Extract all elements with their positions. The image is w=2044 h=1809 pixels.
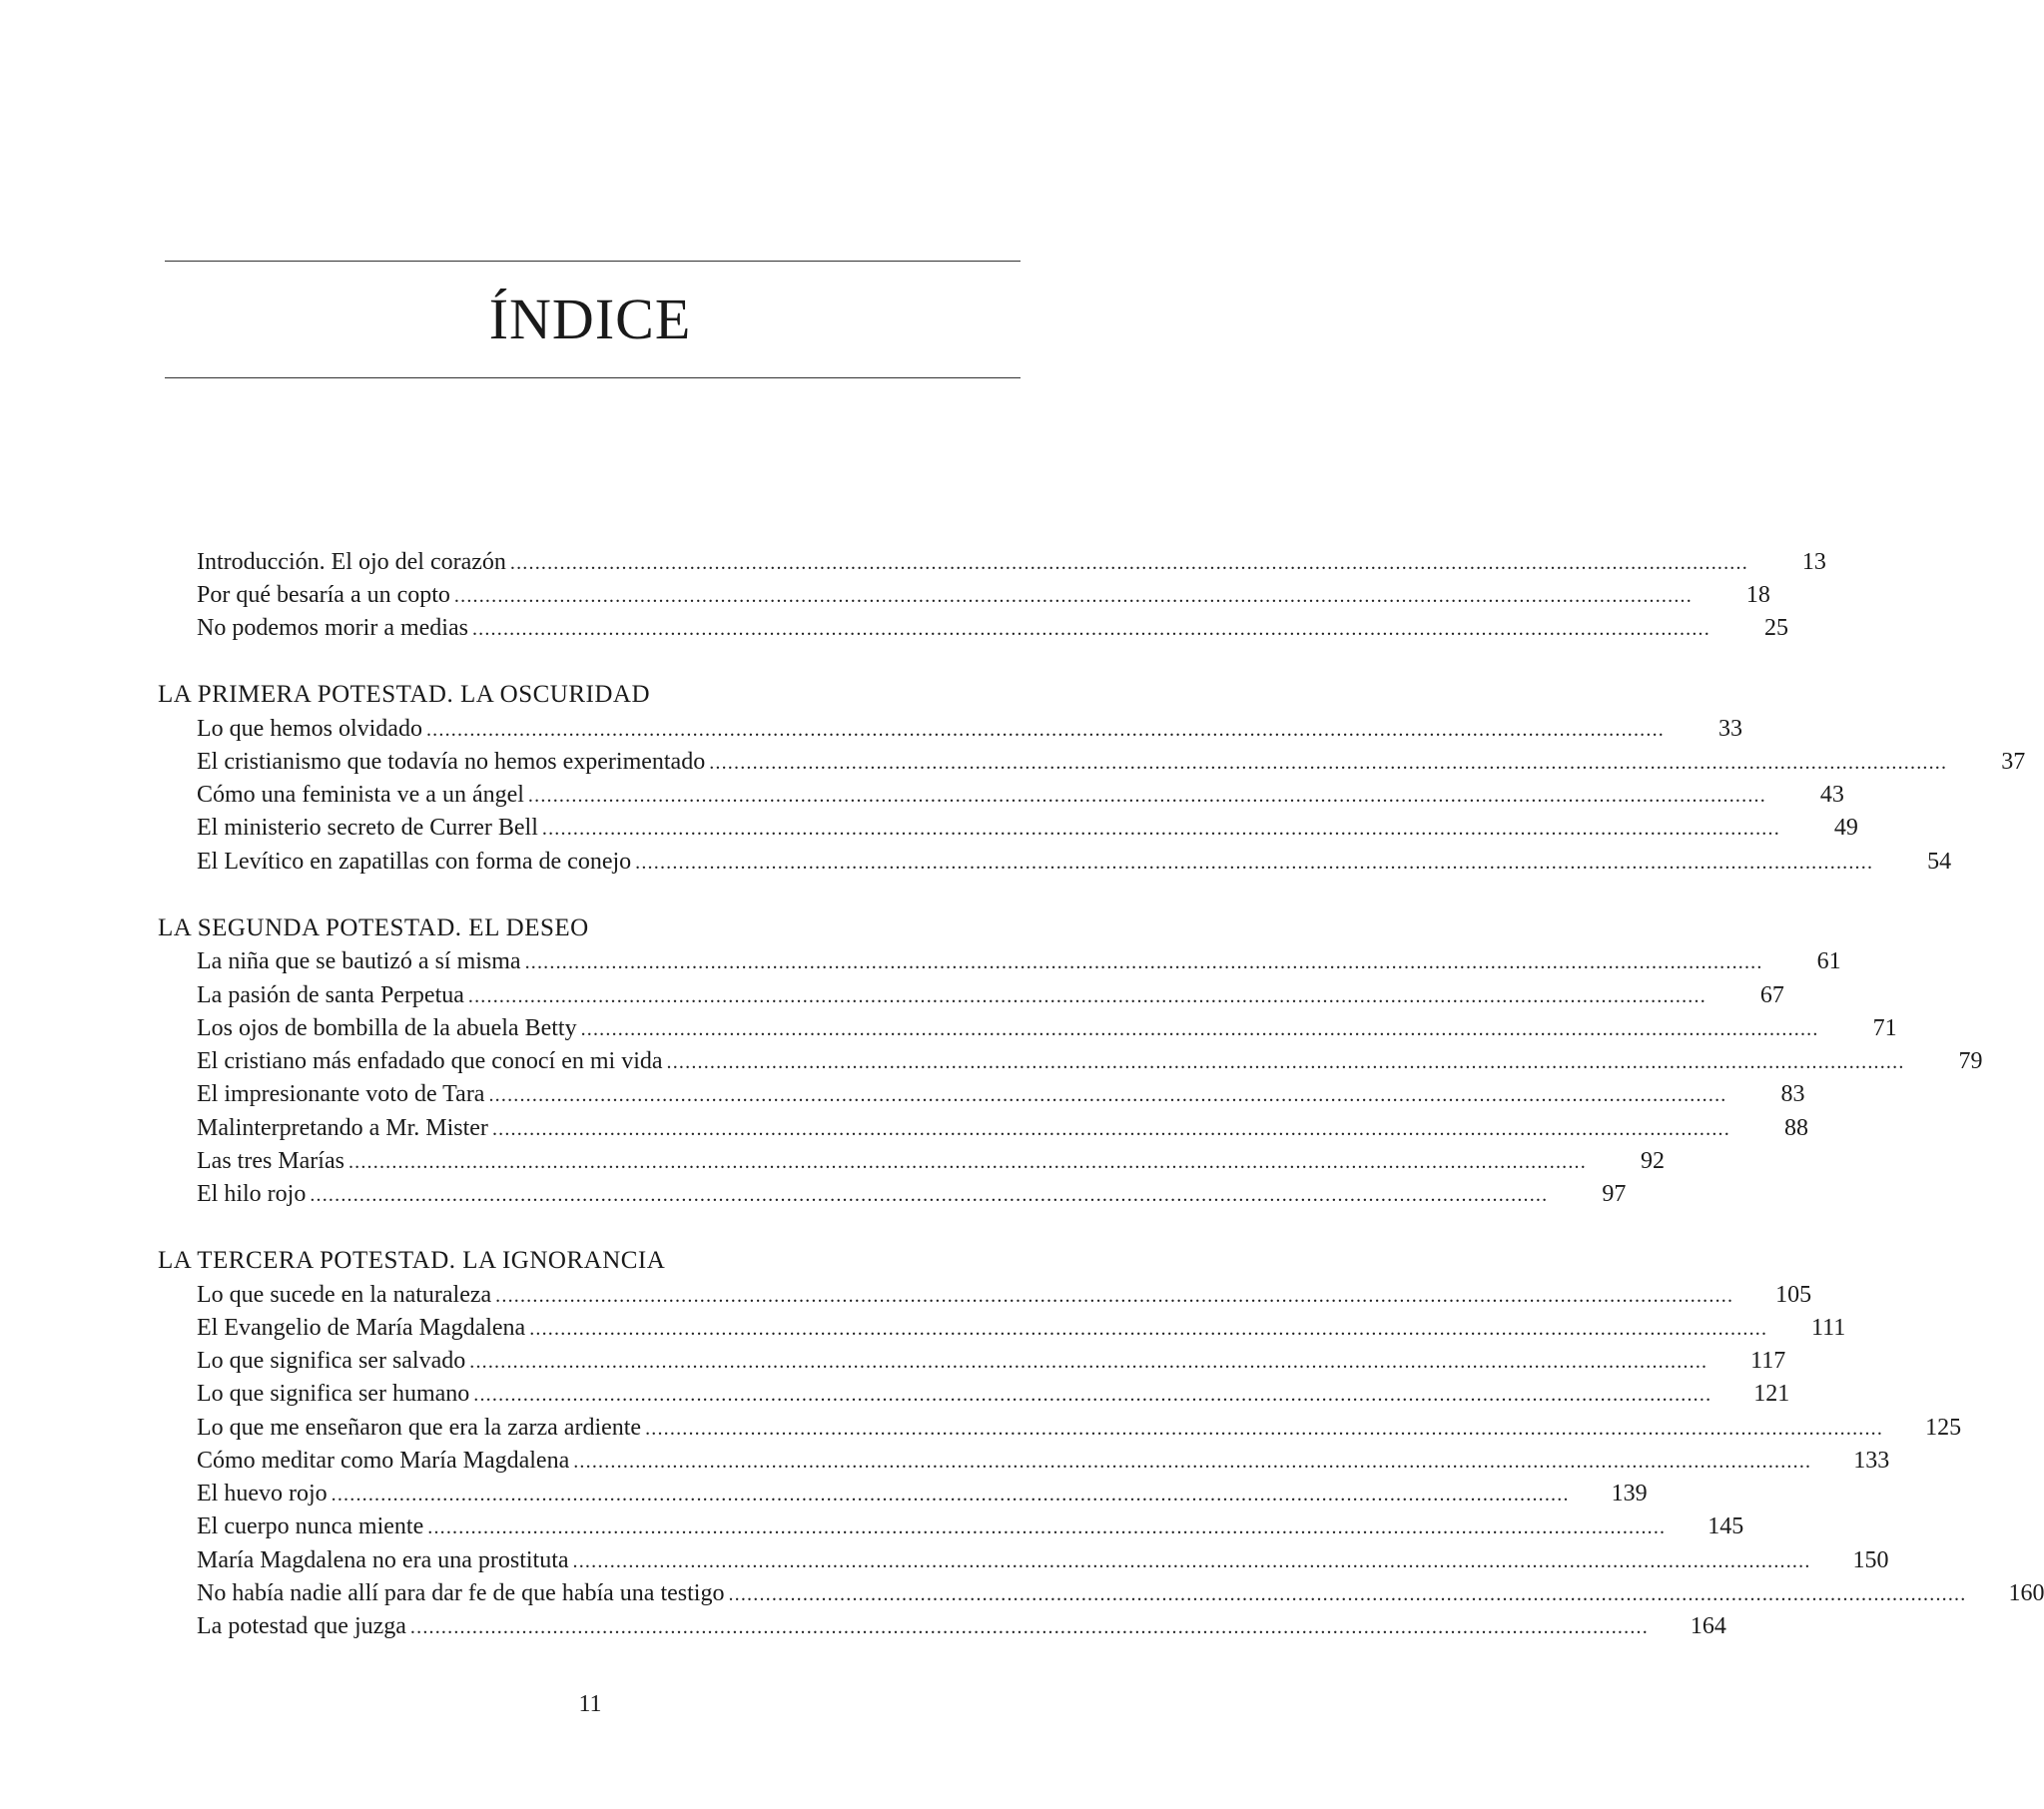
leader-dots: ........................................................................................................................................................................................................ <box>347 1151 1587 1173</box>
leader-dots: ........................................................................................................................................................................................................ <box>469 1351 1708 1373</box>
toc-entry-page: 105 <box>1775 1282 1812 1308</box>
toc-entry-page: 67 <box>1759 982 1784 1008</box>
toc-entry-page: 83 <box>1780 1081 1805 1107</box>
toc-entry[interactable] <box>197 1576 2044 1610</box>
toc-entry-page: 97 <box>1602 1181 1627 1207</box>
toc-entry[interactable] <box>197 578 1770 612</box>
leader-dots: ........................................................................................................................................................................................................ <box>580 1018 1819 1040</box>
toc-entry[interactable] <box>197 778 1844 812</box>
leader-dots: ........................................................................................................................................................................................................ <box>524 951 1763 973</box>
toc-entry[interactable] <box>197 1011 1897 1045</box>
toc-entry-page: 125 <box>1925 1415 1962 1441</box>
toc-entry-title: Por qué besaría a un copto <box>197 582 450 608</box>
toc-entry-title: El ministerio secreto de Currer Bell <box>197 815 538 841</box>
toc-entry-title: Lo que me enseñaron que era la zarza ardiente <box>197 1415 642 1441</box>
toc-entry[interactable] <box>197 1377 1790 1411</box>
toc-entry-title: No podemos morir a medias <box>197 615 468 641</box>
toc-entry[interactable] <box>197 1311 1846 1345</box>
toc-entry-page: 88 <box>1783 1115 1808 1141</box>
title-rule-bottom <box>165 377 1021 378</box>
toc-entry-page: 92 <box>1640 1148 1665 1174</box>
toc-entry-title: Lo que hemos olvidado <box>197 716 422 742</box>
toc-entry-title: No había nadie allí para dar fe de que había una testigo <box>197 1580 725 1606</box>
toc-entry[interactable] <box>197 1411 1962 1445</box>
leader-dots: ........................................................................................................................................................................................................ <box>427 1516 1667 1538</box>
toc-entry-title: Malinterpretando a Mr. Mister <box>197 1115 488 1141</box>
leader-dots: ........................................................................................................................................................................................................ <box>425 719 1665 741</box>
toc-entry-title: La pasión de santa Perpetua <box>197 982 464 1008</box>
toc-entry-title: El impresionante voto de Tara <box>197 1081 485 1107</box>
toc-entry-page: 49 <box>1833 815 1858 841</box>
leader-dots: ........................................................................................................................................................................................................ <box>310 1184 1549 1206</box>
toc-entry[interactable] <box>197 811 1858 845</box>
leader-dots: ........................................................................................................................................................................................................ <box>495 1285 1734 1307</box>
toc-entry[interactable] <box>197 1077 1805 1111</box>
toc-entry[interactable] <box>197 1444 1890 1478</box>
toc-entry[interactable] <box>197 944 1841 978</box>
toc-entry-page: 145 <box>1707 1513 1744 1539</box>
leader-dots: ........................................................................................................................................................................................................ <box>572 1550 1811 1572</box>
toc-entry-title: Introducción. El ojo del corazón <box>197 549 506 575</box>
toc-entry[interactable] <box>197 1509 1744 1543</box>
toc-entry-title: Lo que sucede en la naturaleza <box>197 1282 492 1308</box>
toc-entry-page: 61 <box>1816 948 1841 974</box>
toc-entry-title: El cristiano más enfadado que conocí en mi vida <box>197 1048 663 1074</box>
toc-entry-page: 133 <box>1853 1448 1890 1474</box>
toc-entry[interactable] <box>197 845 1952 879</box>
toc-entry-title: El hilo rojo <box>197 1181 307 1207</box>
page-number: 11 <box>578 1691 602 1717</box>
leader-dots: ........................................................................................................................................................................................................ <box>471 618 1710 640</box>
toc-entry-page: 37 <box>2001 749 2026 775</box>
leader-dots: ........................................................................................................................................................................................................ <box>541 818 1780 840</box>
toc-entry-page: 164 <box>1690 1613 1726 1639</box>
toc-entry-title: El Levítico en zapatillas con forma de conejo <box>197 849 632 875</box>
toc-entry-title: El Evangelio de María Magdalena <box>197 1315 526 1341</box>
toc-entry-title: Las tres Marías <box>197 1148 344 1174</box>
toc-entry-title: Cómo una feminista ve a un ángel <box>197 782 524 808</box>
toc-entry[interactable] <box>197 1111 1808 1145</box>
toc-entry[interactable] <box>197 1177 1627 1211</box>
toc-entry-page: 71 <box>1872 1015 1897 1041</box>
toc-entry-page: 43 <box>1819 782 1844 808</box>
page-title: ÍNDICE <box>488 287 692 351</box>
toc-entry-title: La niña que se bautizó a sí misma <box>197 948 521 974</box>
leader-dots: ........................................................................................................................................................................................................ <box>331 1484 1570 1506</box>
toc-entry-page: 33 <box>1717 716 1742 742</box>
toc-entry[interactable] <box>197 1044 1983 1078</box>
toc-entry-title: María Magdalena no era una prostituta <box>197 1547 569 1573</box>
toc-entry-page: 79 <box>1958 1048 1983 1074</box>
toc-entry-page: 54 <box>1927 849 1952 875</box>
toc-entry-page: 139 <box>1611 1481 1648 1507</box>
title-rule-top <box>165 261 1021 262</box>
toc-entry-page: 18 <box>1745 582 1770 608</box>
leader-dots: ........................................................................................................................................................................................................ <box>473 1384 1712 1406</box>
section-heading: LA TERCERA POTESTAD. LA IGNORANCIA <box>158 1247 666 1274</box>
toc-entry-title: El cuerpo nunca miente <box>197 1513 424 1539</box>
toc-entry[interactable] <box>197 978 1784 1012</box>
leader-dots: ........................................................................................................................................................................................................ <box>527 785 1766 807</box>
leader-dots: ........................................................................................................................................................................................................ <box>728 1583 1967 1605</box>
toc-entry-page: 160 <box>2008 1580 2044 1606</box>
toc-entry-page: 150 <box>1852 1547 1889 1573</box>
toc-entry[interactable] <box>197 1543 1889 1577</box>
leader-dots: ........................................................................................................................................................................................................ <box>467 985 1706 1007</box>
leader-dots: ........................................................................................................................................................................................................ <box>488 1084 1727 1106</box>
toc-entry[interactable] <box>197 1609 1726 1643</box>
toc-entry[interactable] <box>197 545 1826 579</box>
leader-dots: ........................................................................................................................................................................................................ <box>645 1418 1884 1440</box>
leader-dots: ........................................................................................................................................................................................................ <box>573 1451 1812 1473</box>
toc-entry-title: Lo que significa ser salvado <box>197 1348 466 1374</box>
leader-dots: ........................................................................................................................................................................................................ <box>709 752 1948 774</box>
toc-entry-page: 25 <box>1763 615 1788 641</box>
toc-entry[interactable] <box>197 1477 1648 1510</box>
toc-entry-title: Los ojos de bombilla de la abuela Betty <box>197 1015 577 1041</box>
toc-entry-title: El cristianismo que todavía no hemos experimentado <box>197 749 706 775</box>
toc-entry[interactable] <box>197 1144 1665 1178</box>
toc-entry[interactable] <box>197 1344 1786 1378</box>
leader-dots: ........................................................................................................................................................................................................ <box>529 1318 1768 1340</box>
section-heading: LA PRIMERA POTESTAD. LA OSCURIDAD <box>158 681 651 708</box>
toc-entry-title: Lo que significa ser humano <box>197 1381 470 1407</box>
toc-entry[interactable] <box>197 712 1742 746</box>
toc-entry-title: Cómo meditar como María Magdalena <box>197 1448 570 1474</box>
leader-dots: ........................................................................................................................................................................................................ <box>509 552 1748 574</box>
section-heading: LA SEGUNDA POTESTAD. EL DESEO <box>158 914 589 941</box>
toc-entry-title: La potestad que juzga <box>197 1613 406 1639</box>
leader-dots: ........................................................................................................................................................................................................ <box>409 1616 1649 1638</box>
leader-dots: ........................................................................................................................................................................................................ <box>635 852 1874 874</box>
toc-entry-page: 117 <box>1750 1348 1786 1374</box>
leader-dots: ........................................................................................................................................................................................................ <box>453 585 1693 607</box>
toc-entry-page: 111 <box>1810 1315 1846 1341</box>
toc-entry-page: 121 <box>1753 1381 1790 1407</box>
toc-entry[interactable] <box>197 611 1788 645</box>
toc-entry-title: El huevo rojo <box>197 1481 328 1507</box>
leader-dots: ........................................................................................................................................................................................................ <box>666 1051 1905 1073</box>
toc-entry[interactable] <box>197 745 2026 779</box>
toc-entry[interactable] <box>197 1278 1812 1312</box>
toc-entry-page: 13 <box>1801 549 1826 575</box>
leader-dots: ........................................................................................................................................................................................................ <box>491 1118 1730 1140</box>
